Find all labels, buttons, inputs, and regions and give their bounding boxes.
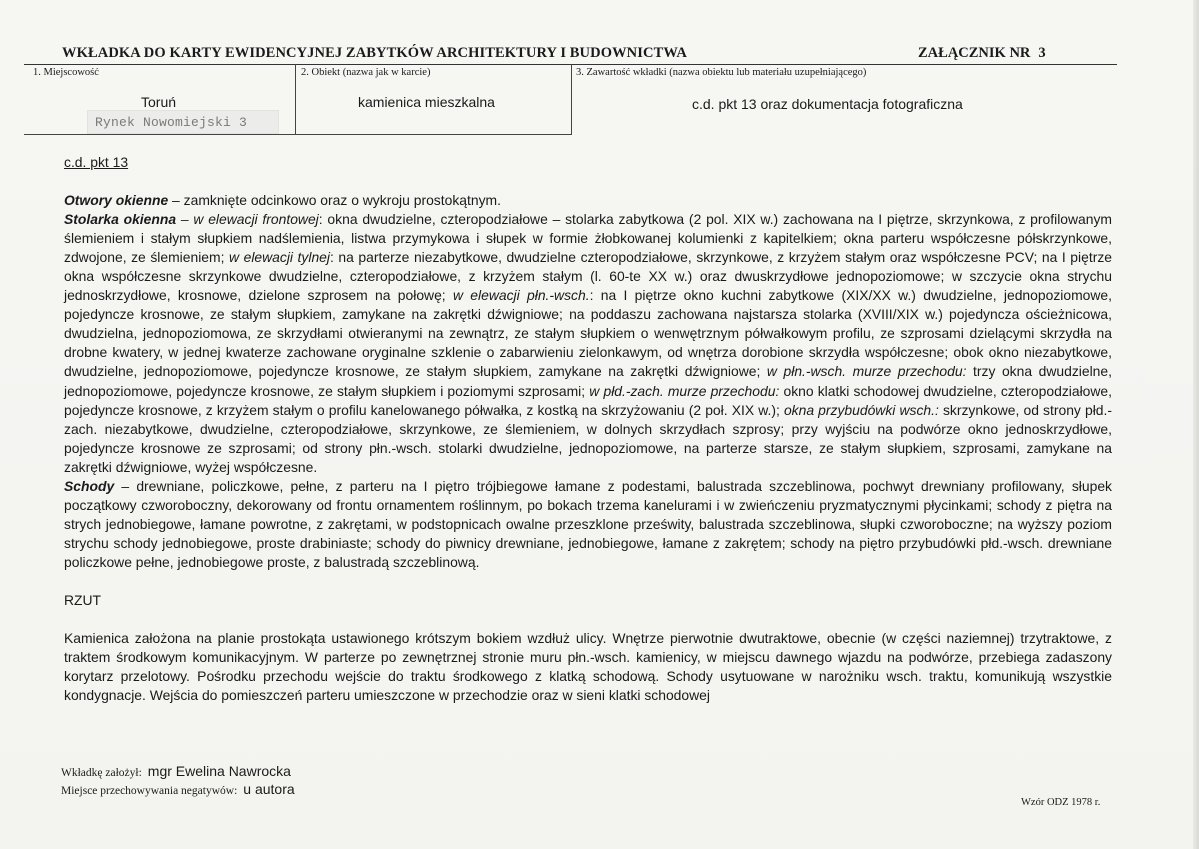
joinery-italic-4: w płn.-wsch. murze przechodu: — [766, 363, 967, 380]
locality-value: Toruń — [141, 94, 177, 110]
joinery-italic-5: w płd.-zach. murze przechodu: — [589, 382, 780, 399]
joinery-text-4: trzy okna dwudzielne, jednopoziomowe, pojedyncze krosnowe, ze stałym słupkiem i poziomymi szprosami; — [64, 363, 1112, 399]
text-openings: – zamknięte odcinkowo oraz o wykroju prostokątnym. — [168, 192, 501, 209]
paragraph-stairs — [64, 477, 1112, 572]
field-divider-1 — [295, 64, 296, 134]
joinery-italic-2: w elewacji tylnej — [229, 249, 330, 266]
negatives-line — [61, 781, 295, 799]
field-bottom-rule — [24, 134, 572, 135]
negatives-label: Miejsce przechowywania negatywów: — [61, 785, 238, 797]
text-stairs: – drewniane, policzkowe, pełne, z parteru na I piętro trójbiegowe łamane z podestami, balustrada szczeblinowa, pochwyt drewniany profilowany, słupek początkowy czworoboczny, dekorowany od frontu ornamentem roślinnym, po bokach trzema kanelurami i w zwieńczeniu pryzmatycznymi płycinkami; schody z piętra na strych jednobiegowe, łamane powrotne, z zakrętami, w podstopnicach owalne przeszklone prześwity, balustrada szczeblinowa, słupki czworoboczne; na wyższy poziom strychu schody jednobiegowe, proste drabiniaste; schody do piwnicy drewniane, jednobiegowe, łamane z zakrętem; schody na piętro przybudówki płd.-wsch. drewniane policzkowe pełne, jednobiegowe proste, z balustradą szczeblinową. — [64, 477, 1112, 570]
author-line — [61, 763, 291, 781]
term-joinery: Stolarka okienna — [64, 211, 177, 228]
joinery-text-5: okno klatki schodowej dwudzielne, czteropodziałowe, pojedyncze krosnowe, z krzyżem stałym o profilu kanelowanego półwałka, z kostką na skrzyżowaniu (2 poł. XIX w.); — [64, 382, 1113, 418]
joinery-text-2: : na parterze niezabytkowe, dwudzielne czteropodziałowe, skrzynkowe, z krzyżem stałym oraz współczesne PCV; na I piętrze okna współczesne skrzynkowe dwudzielne, czteropodziałowe, z krzyżem stałym (l. 60-te XX w.) oraz dwuskrzydłowe jednopoziomowe; w szczycie okna strychu jednoskrzydłowe, krosnowe, dzielone szprosem na połowę; — [64, 249, 1112, 304]
spacer — [64, 610, 1112, 629]
paragraph-joinery — [64, 210, 1112, 477]
term-openings: Otwory okienne — [64, 192, 169, 209]
section-heading-rzut: RZUT — [64, 591, 102, 608]
form-template-id: Wzór ODZ 1978 r. — [1021, 797, 1101, 808]
page-edge — [1193, 0, 1199, 849]
paragraph-rzut: Kamienica założona na planie prostokąta ustawionego krótszym bokiem wzdłuż ulicy. Wnętrze pierwotnie dwutraktowe, obecnie (w części naziemnej) trzytraktowe, z traktem środkowym komunikacyjnym. W parterze po zewnętrznej stronie muru płn.-wsch. kamienicy, w miejscu dawnego wjazdu na podwórze, przebiega zadaszony korytarz przelotowy. Pośrodku przechodu wejście do traktu środkowego z klatką schodową. Schody usytuowane w narożniku wsch. traktu, komunikują wszystkie kondygnacje. Wejścia do pomieszczeń parteru umieszczone w przechodzie oraz w sieni klatki schodowej — [64, 630, 1112, 704]
locality-label: 1. Miejscowość — [33, 67, 99, 78]
field-divider-2 — [571, 64, 572, 134]
joinery-text-1: : okna dwudzielne, czteropodziałowe – stolarka zabytkowa (2 pol. XIX w.) zachowana na I piętrze, skrzynkowa, z profilowanym ślemieniem i stałym słupkiem nadślemienia, listwa przymykowa i słupek w formie żłobkowanej kolumienki z kapitelkiem; okna parteru współczesne półskrzynkowe, zdwojone, ze ślemieniem; — [64, 211, 1113, 266]
form-title: WKŁADKA DO KARTY EWIDENCYJNEJ ZABYTKÓW ARCHITEKTURY I BUDOWNICTWA — [62, 45, 687, 61]
object-label: 2. Obiekt (nazwa jak w karcie) — [301, 67, 431, 78]
author-label: Wkładkę założył: — [61, 767, 142, 779]
paragraph-openings — [64, 191, 1112, 210]
content-value: c.d. pkt 13 oraz dokumentacja fotograficzna — [692, 96, 963, 112]
annex-label — [918, 45, 1046, 62]
object-value: kamienica mieszkalna — [358, 94, 495, 110]
joinery-italic-6: okna przybudówki wsch.: — [783, 401, 939, 418]
annex-label-text: ZAŁĄCZNIK NR — [918, 45, 1031, 61]
joinery-italic-3: w elewacji płn.-wsch. — [452, 287, 590, 304]
address-stamp-text: Rynek Nowomiejski 3 — [95, 115, 248, 130]
author-value: mgr Ewelina Nawrocka — [147, 763, 291, 779]
section-heading-cd: c.d. pkt 13 — [64, 154, 129, 170]
joinery-text-6: skrzynkowe, od strony płd.-zach. niezabytkowe, dwudzielne, czteropodziałowe, skrzynkowe, ze ślemieniem, w dolnych skrzydłach szprosy; przy wyjściu na podwórze okno jednoskrzydłowe, pojedyncze krosnowe ze szprosami; od strony płn.-wsch. stolarki dwudzielne, jednopoziomowe, na parterze starsze, ze stałym słupkiem, szprosami, zamykane na zakrętki dźwigniowe, wyżej współczesne. — [64, 401, 1113, 475]
term-stairs: Schody — [64, 477, 115, 494]
joinery-text-3: : na I piętrze okno kuchni zabytkowe (XIX/XX w.) dwudzielne, jednopoziomowe, pojedyncze krosnowe, ze stałym słupkiem, zamykane na zakrętki dźwigniowe; na poddaszu zachowana najstarsza stolarka (XVIII/XIX w.) pojedyncza ościeżnicowa, dwudzielna, jednopoziomowa, ze skrzydłami otwieranymi na zewnątrz, ze stałym słupkiem o wenwętrznym półwałkowym profilu, ze szprosami dzielącymi skrzydła na drobne kwatery, w jednej kwaterze zachowane oryginalne szklenie o zabarwieniu zielonkawym, od wnętrza dorobione skrzydła współczesne; obok okno niezabytkowe, dwudzielne, jednopoziomowe, pojedyncze krosnowe, ze stałym słupkiem, zamykane na zakrętki dźwigniowe; — [64, 287, 1112, 380]
annex-number: 3 — [1038, 45, 1046, 61]
negatives-value: u autora — [243, 781, 295, 797]
content-label: 3. Zawartość wkładki (nazwa obiektu lub materiału uzupełniającego) — [576, 67, 867, 78]
document-body — [64, 153, 1112, 705]
joinery-italic-1: – w elewacji frontowej — [176, 211, 319, 228]
